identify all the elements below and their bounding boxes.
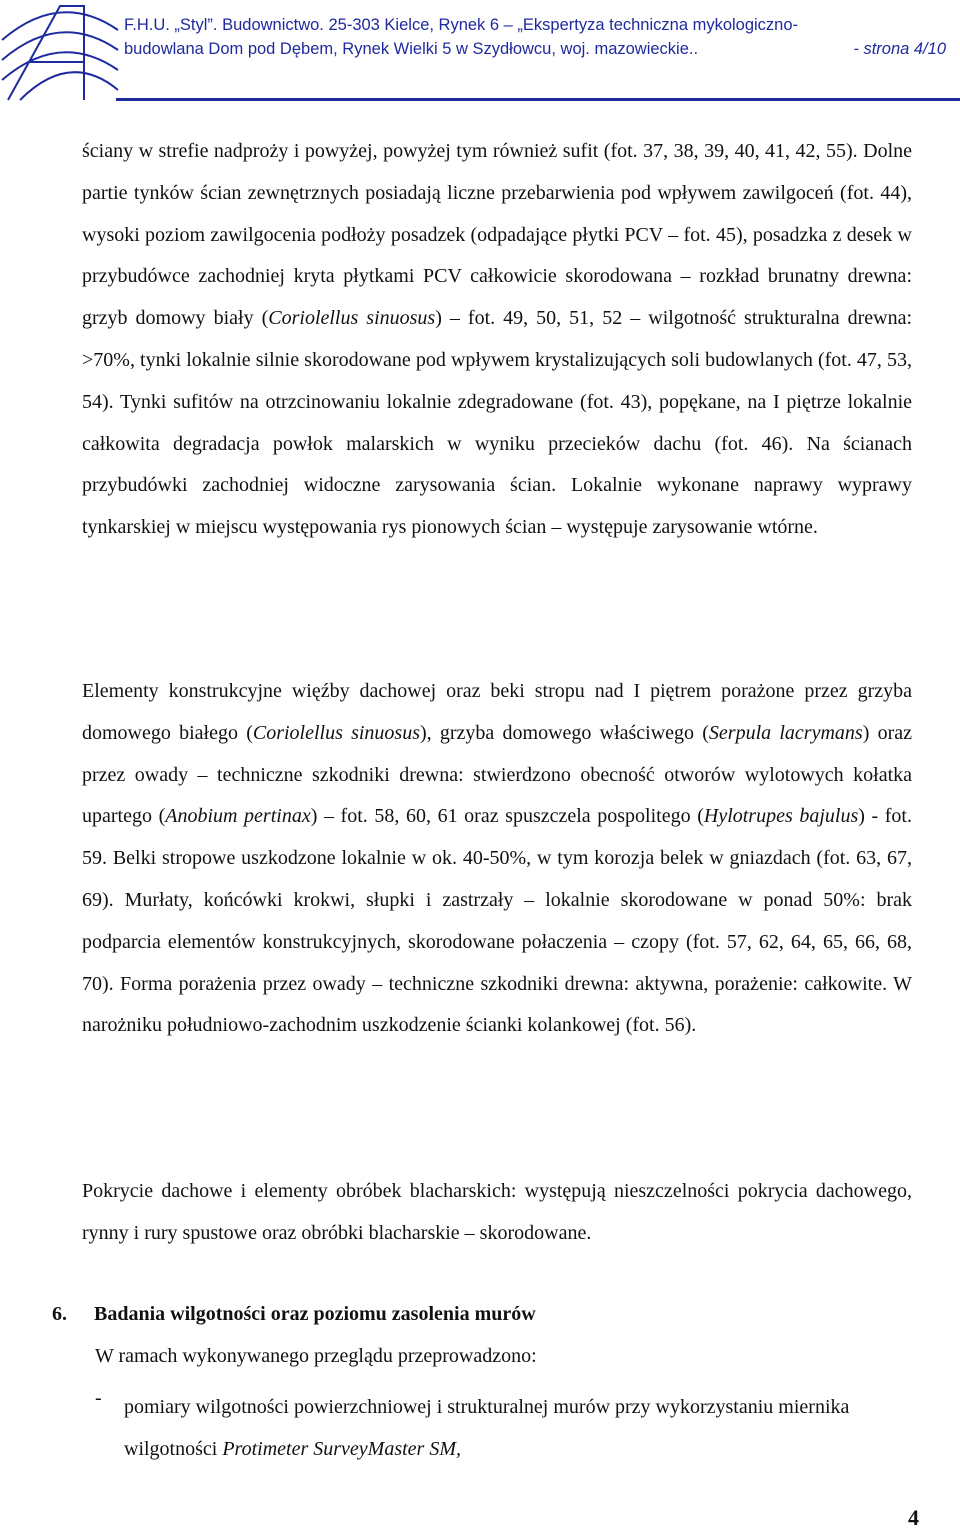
paragraph-1-italic: Coriolellus sinuosus <box>268 307 436 330</box>
paragraph-2 <box>82 671 912 1047</box>
paragraph-2-text-a: Elementy konstrukcyjne więźby dachowej oraz beki stropu nad I piętrem porażone przez grzyba domowego białego ( <box>82 680 912 744</box>
paragraph-2-italic-3: Anobium pertinax <box>165 805 311 828</box>
paragraph-2-italic-4: Hylotrupes bajulus <box>703 805 859 828</box>
section-number: 6. <box>52 1303 67 1325</box>
paragraph-1-text-a: ściany w strefie nadproży i powyżej, powyżej tym również sufit (fot. 37, 38, 39, 40, 41, 42, 55). Dolne partie tynków ścian zewnętrznych posiadają liczne przebarwienia pod wpływem zawilgoceń (fot. 44), wysoki poziom zawilgocenia podłoży posadzek (odpadające płytki PCV – fot. 45), posadzka z desek w przybudówce zachodniej kryta płytkami PCV całkowicie skorodowana – rozkład brunatny drewna: grzyb domowy biały ( <box>82 140 912 330</box>
paragraph-2-text-b: ), grzyba domowego właściwego ( <box>420 721 709 744</box>
header-line-2 <box>124 40 954 59</box>
header-rule <box>116 98 960 101</box>
header-page-label: - strona 4/10 <box>853 40 946 58</box>
paragraph-3: Pokrycie dachowe i elementy obróbek blacharskich: występują nieszczelności pokrycia dachowego, rynny i rury spustowe oraz obróbki blacharskie – skorodowane. <box>82 1180 912 1244</box>
header-line-1: F.H.U. „Styl”. Budownictwo. 25-303 Kielce, Rynek 6 – „Ekspertyza techniczna mykologiczno- <box>124 16 799 34</box>
list-item <box>124 1387 914 1471</box>
paragraph-2-italic-2: Serpula lacrymans <box>708 721 863 744</box>
section-intro: W ramach wykonywanego przeglądu przeprowadzono: <box>95 1345 537 1367</box>
list-item-italic: Protimeter SurveyMaster SM, <box>222 1437 461 1460</box>
paragraph-2-text-d: ) – fot. 58, 60, 61 oraz spuszczela pospolitego ( <box>310 805 704 828</box>
list-item-text: pomiary wilgotności powierzchniowej i strukturalnej murów przy wykorzystaniu miernika wilgotności <box>124 1396 850 1460</box>
company-logo-icon <box>0 0 122 106</box>
paragraph-2-text-e: ) - fot. 59. Belki stropowe uszkodzone lokalnie w ok. 40-50%, w tym korozja belek w gniazdach (fot. 63, 67, 69). Murłaty, końcówki krokwi, słupki i zastrzały – lokalnie skorodowane w ponad 50%: brak podparcia elementów konstrukcyjnych, skorodowane połaczenia – czopy (fot. 57, 62, 64, 65, 66, 68, 70). Forma porażenia przez owady – techniczne szkodniki drewna: aktywna, porażenie: całkowite. W narożniku południowo-zachodnim uszkodzenie ścianki kolankowej (fot. 56). <box>82 805 912 1037</box>
paragraph-2-italic-1: Coriolellus sinuosus <box>252 721 420 744</box>
page-header <box>0 0 960 106</box>
paragraph-1-text-b: ) – fot. 49, 50, 51, 52 – wilgotność strukturalna drewna: >70%, tynki lokalnie silnie skorodowane pod wpływem krystalizujących soli budowlanych (fot. 47, 53, 54). Tynki sufitów na otrzcinowaniu lokalnie zdegradowane (fot. 43), popękane, na I piętrze lokalnie całkowita degradacja powłok malarskich w wyniku przecieków dachu (fot. 46). Na ścianach przybudówki zachodniej widoczne zarysowania ścian. Lokalnie wykonane naprawy wyprawy tynkarskiej w miejscu występowania rys pionowych ścian – występuje zarysowanie wtórne. <box>82 307 913 539</box>
list-item-dash: - <box>95 1387 102 1409</box>
page-number: 4 <box>908 1505 919 1530</box>
header-line-2-text: budowlana Dom pod Dębem, Rynek Wielki 5 w Szydłowcu, woj. mazowieckie.. <box>124 40 699 58</box>
paragraph-2-text-c: ) oraz przez owady – techniczne szkodniki drewna: stwierdzono obecność otworów wylotowych kołatka upartego ( <box>82 721 912 828</box>
section-heading <box>52 1303 536 1326</box>
section-title: Badania wilgotności oraz poziomu zasolenia murów <box>94 1303 536 1325</box>
paragraph-1 <box>82 131 912 549</box>
